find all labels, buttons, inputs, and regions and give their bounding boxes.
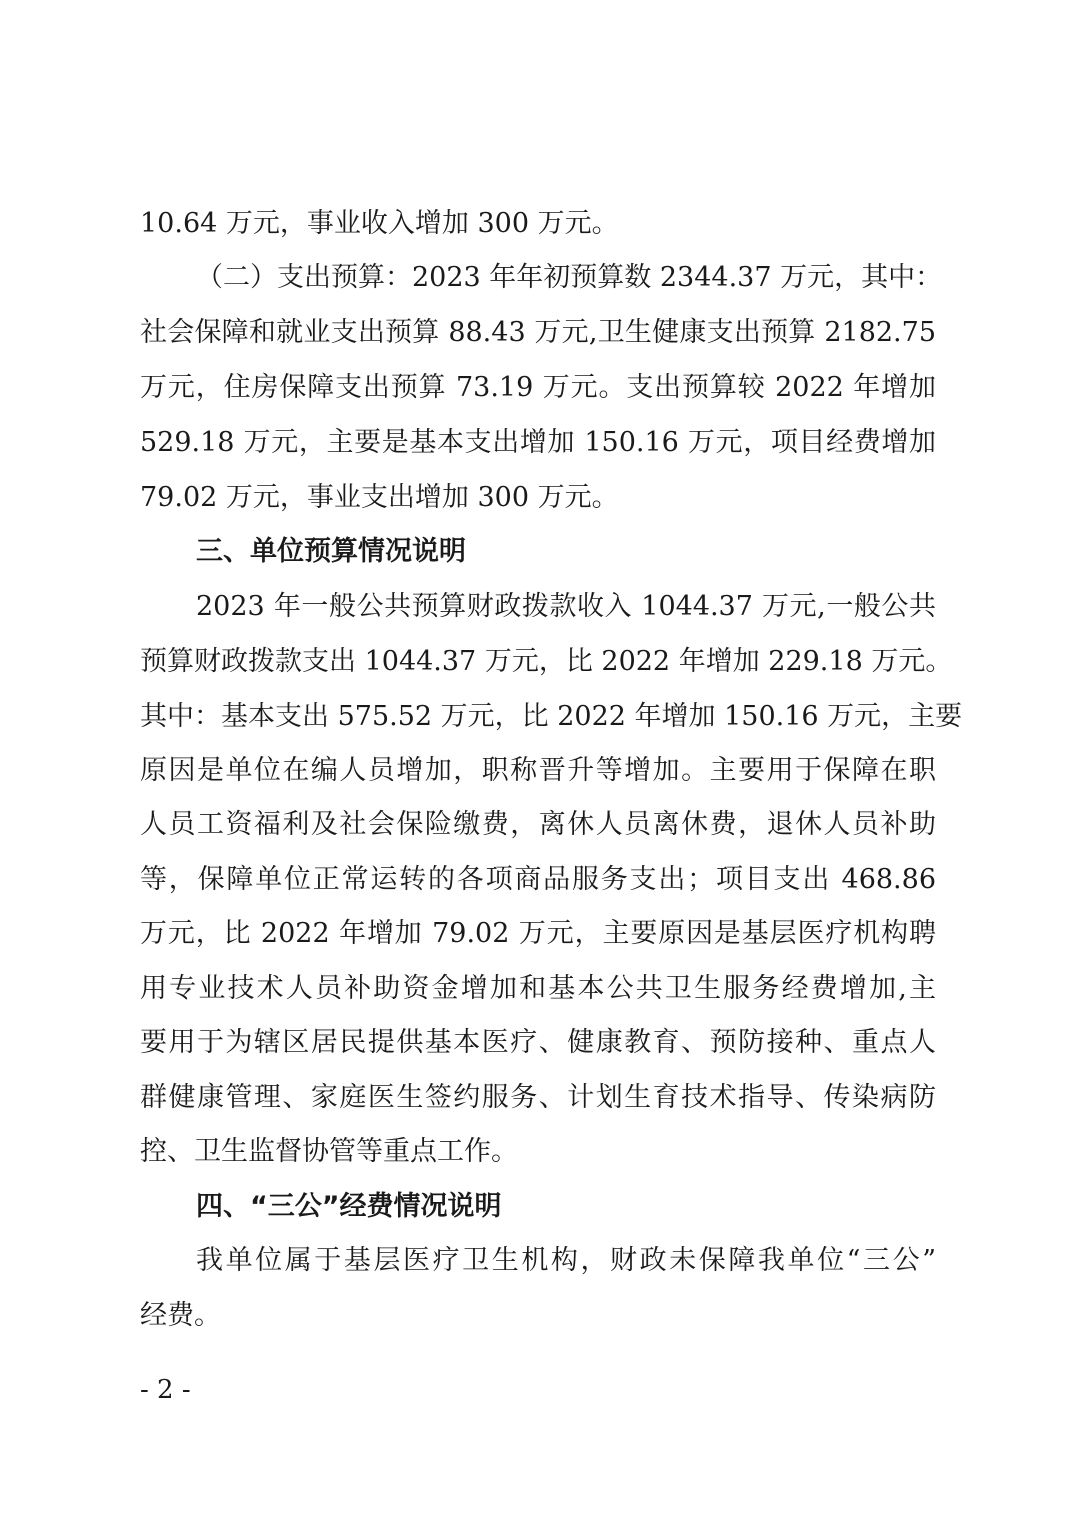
expenditure-line-1: （二）支出预算：2023 年年初预算数 2344.37 万元，其中： [196,262,943,293]
expenditure-line-4: 529.18 万元，主要是基本支出增加 150.16 万元，项目经费增加 [140,427,936,458]
section-4-line-2: 经费。 [140,1300,221,1331]
section-3-line-8: 用专业技术人员补助资金增加和基本公共卫生服务经费增加,主 [140,973,936,1004]
section-3-line-11: 控、卫生监督协管等重点工作。 [140,1136,518,1167]
section-4-heading: 四、“三公”经费情况说明 [196,1191,502,1222]
expenditure-line-3: 万元，住房保障支出预算 73.19 万元。支出预算较 2022 年增加 [140,372,936,403]
section-3-line-4: 原因是单位在编人员增加，职称晋升等增加。主要用于保障在职 [140,755,936,786]
section-3-line-10: 群健康管理、家庭医生签约服务、计划生育技术指导、传染病防 [140,1082,936,1113]
section-3-heading: 三、单位预算情况说明 [196,536,466,567]
section-3-line-1: 2023 年一般公共预算财政拨款收入 1044.37 万元,一般公共 [196,591,936,622]
section-3-line-7: 万元，比 2022 年增加 79.02 万元，主要原因是基层医疗机构聘 [140,918,936,949]
section-3-line-2: 预算财政拨款支出 1044.37 万元，比 2022 年增加 229.18 万元。 [140,646,953,677]
section-3-line-9: 要用于为辖区居民提供基本医疗、健康教育、预防接种、重点人 [140,1027,936,1058]
section-3-line-6: 等，保障单位正常运转的各项商品服务支出；项目支出 468.86 [140,864,936,895]
intro-line-1: 10.64 万元，事业收入增加 300 万元。 [140,208,619,239]
expenditure-line-2: 社会保障和就业支出预算 88.43 万元,卫生健康支出预算 2182.75 [140,317,936,348]
expenditure-line-5: 79.02 万元，事业支出增加 300 万元。 [140,482,619,513]
page-number: - 2 - [140,1375,191,1405]
section-3-line-3: 其中：基本支出 575.52 万元，比 2022 年增加 150.16 万元，主要 [140,701,963,732]
section-3-line-5: 人员工资福利及社会保险缴费，离休人员离休费，退休人员补助 [140,809,936,840]
section-4-line-1: 我单位属于基层医疗卫生机构，财政未保障我单位“三公” [196,1245,936,1276]
